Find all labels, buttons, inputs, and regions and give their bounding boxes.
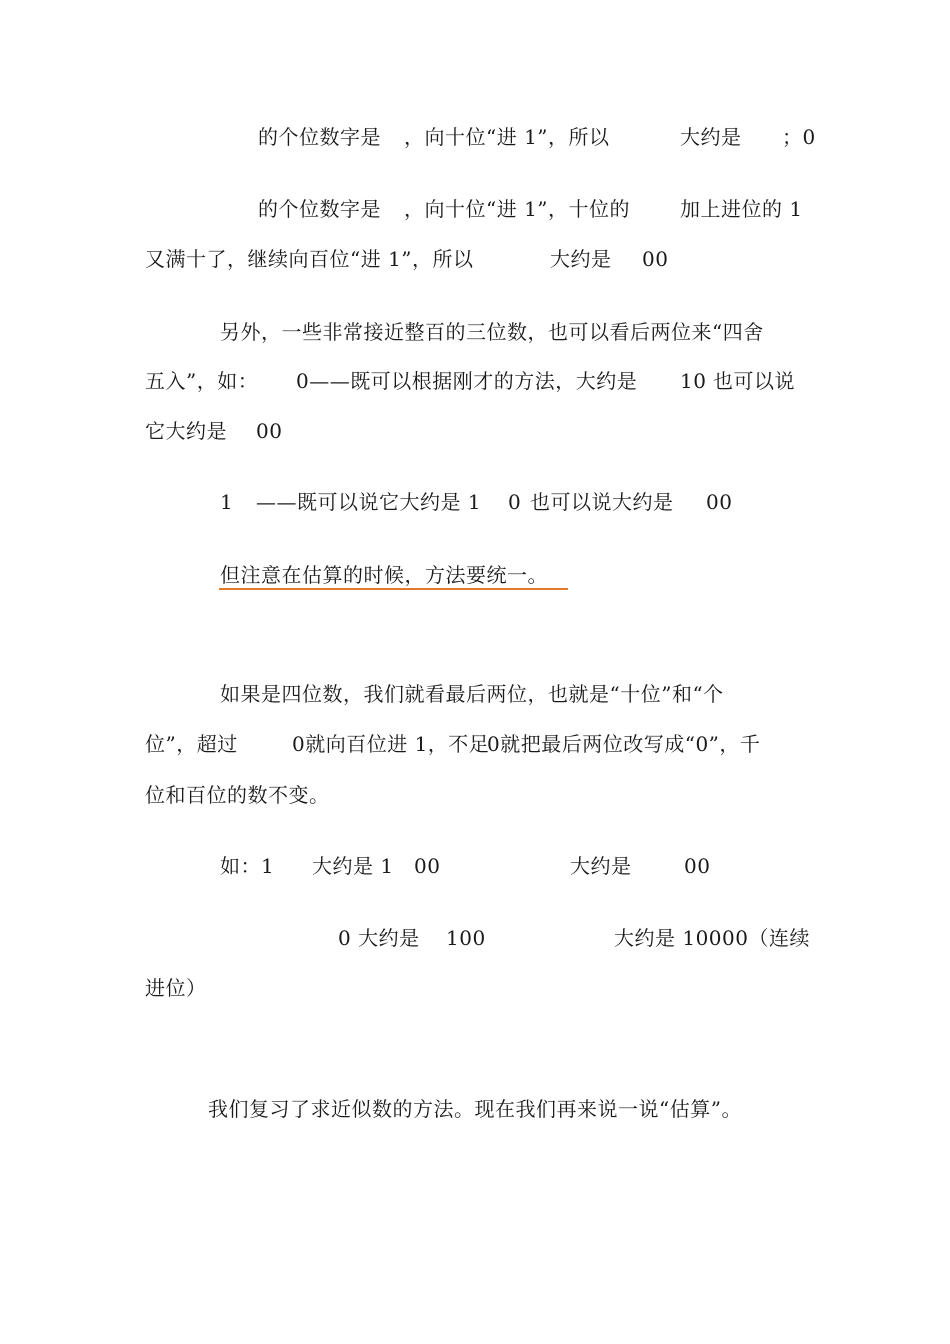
text-segment: 大约是 10000（连续 <box>614 926 810 950</box>
text-segment: 五入”，如： <box>145 369 259 393</box>
text-segment: ，向十位“进 1”，所以 <box>404 125 610 149</box>
text-segment: 进位） <box>145 976 207 1000</box>
text-segment: 10 <box>680 369 707 393</box>
text-segment: 位”，超过 <box>145 732 238 756</box>
emphasis-note: 但注意在估算的时候，方法要统一。 <box>220 563 548 587</box>
text-segment: 另外，一些非常接近整百的三位数，也可以看后两位来“四舍 <box>220 320 764 344</box>
text-segment: 00 <box>706 490 733 514</box>
text-segment: 加上进位的 1 <box>680 197 803 221</box>
note-underline <box>219 588 568 590</box>
text-segment: 也可以说大约是 <box>530 490 674 514</box>
text-segment: 0就向百位进 1，不足 <box>292 732 490 756</box>
text-segment: ，向十位“进 1”，十位的 <box>404 197 631 221</box>
text-segment: 100 <box>446 926 486 950</box>
text-segment: 大约是 <box>570 854 632 878</box>
text-segment: 00 <box>642 247 669 271</box>
text-segment: 的个位数字是 <box>258 125 381 149</box>
text-segment: 如：1 <box>220 854 275 878</box>
text-segment: 大约是 <box>550 247 612 271</box>
text-segment: 0——既可以根据刚才的方法，大约是 <box>296 369 638 393</box>
text-segment: 00 <box>256 419 283 443</box>
text-segment: 如果是四位数，我们就看最后两位，也就是“十位”和“个 <box>220 682 724 706</box>
text-segment: 位和百位的数不变。 <box>145 783 330 807</box>
text-segment: ；0 <box>782 125 816 149</box>
text-segment: 的个位数字是 <box>258 197 381 221</box>
text-segment: ——既可以说它大约是 1 <box>256 490 482 514</box>
text-segment: 1 <box>220 490 234 514</box>
text-segment: 大约是 1 <box>312 854 394 878</box>
text-segment: 00 <box>684 854 711 878</box>
text-segment: 它大约是 <box>145 419 227 443</box>
text-segment: 我们复习了求近似数的方法。现在我们再来说一说“估算”。 <box>208 1097 742 1121</box>
text-segment: 0 大约是 <box>338 926 420 950</box>
text-segment: 大约是 <box>680 125 742 149</box>
text-segment: 0 <box>508 490 522 514</box>
text-segment: 00 <box>414 854 441 878</box>
text-segment: 也可以说 <box>713 369 795 393</box>
text-segment: 又满十了，继续向百位“进 1”，所以 <box>145 247 474 271</box>
text-segment: 0就把最后两位改写成“0”，千 <box>487 732 761 756</box>
